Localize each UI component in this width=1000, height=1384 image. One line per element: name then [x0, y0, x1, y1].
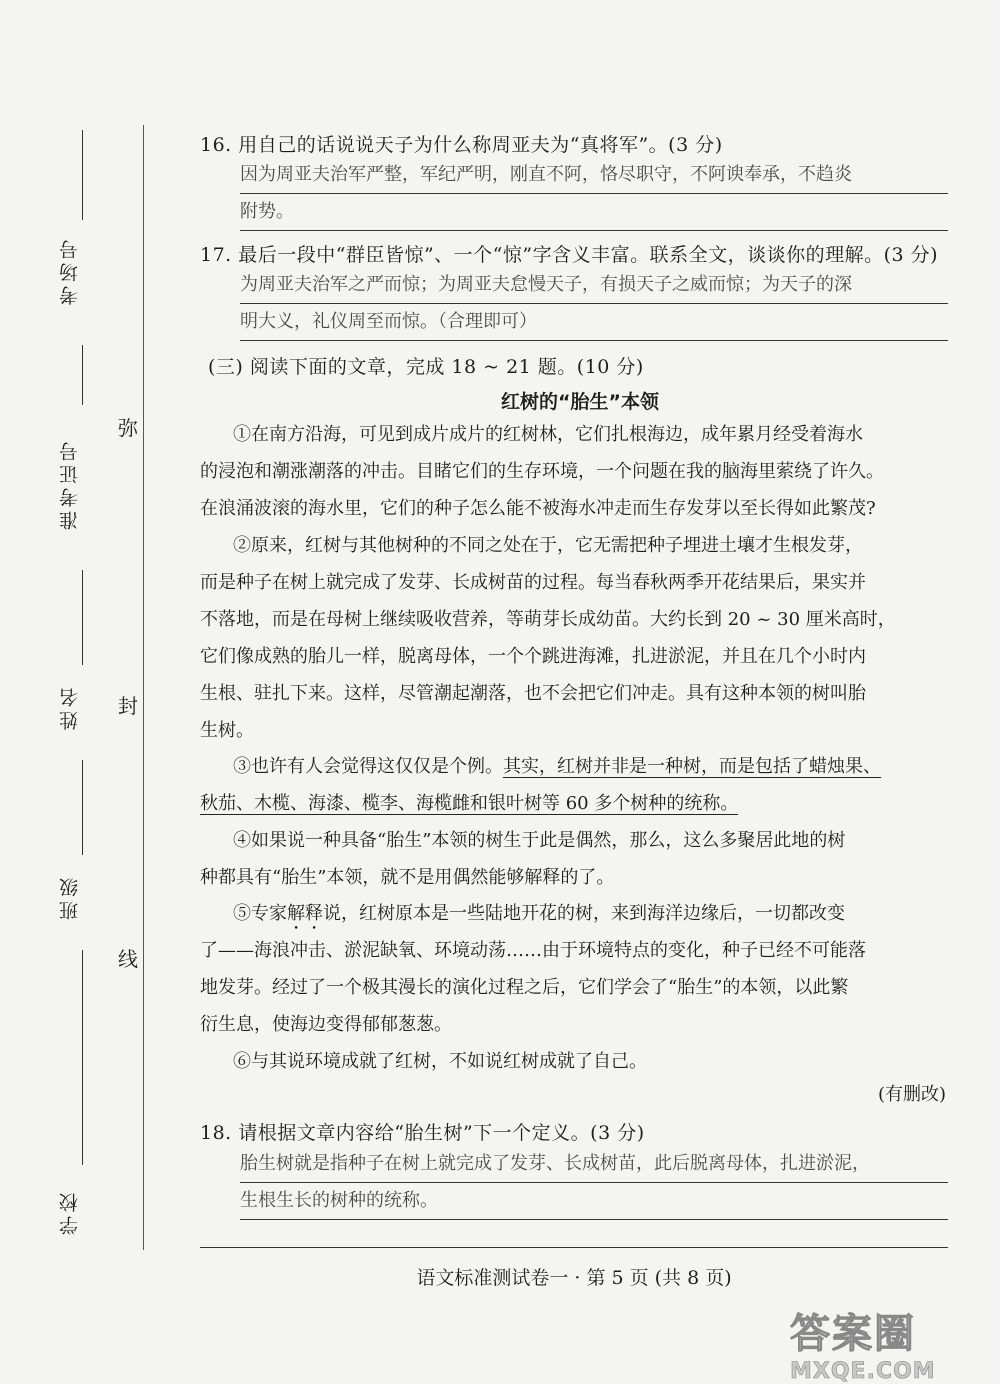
answer-18	[240, 1146, 948, 1220]
seal-char-mi: 弥	[118, 416, 138, 440]
seal-char-feng: 封	[118, 694, 138, 718]
name-field	[50, 570, 90, 750]
footer-rule	[200, 1247, 948, 1248]
answer-line: 为周亚夫治军之严而惊；为周亚夫怠慢天子，有损天子之威而惊；为天子的深	[240, 267, 948, 304]
class-label: 班级	[59, 874, 81, 920]
paragraph-5	[200, 895, 950, 1043]
paragraph-4	[200, 822, 950, 896]
text-line: 它们像成熟的胎儿一样，脱离母体，一个个跳进海滩，扎进淤泥，并且在几个小时内	[200, 646, 866, 667]
paragraph-3	[200, 748, 950, 822]
source-note: (有删改)	[877, 1084, 946, 1105]
answer-line: 生根生长的树种的统称。	[240, 1183, 948, 1220]
question-17: 17. 最后一段中“群臣皆惊”、一个“惊”字含义丰富。联系全文，谈谈你的理解。(3 分)	[200, 244, 939, 266]
text-line: 衍生息，使海边变得郁郁葱葱。	[200, 1014, 452, 1035]
school-field	[50, 950, 90, 1235]
p5-pre: ⑤专家	[233, 903, 287, 924]
ticket-number-field	[50, 345, 90, 555]
text-line: 生根、驻扎下来。这样，尽管潮起潮落，也不会把它们冲走。具有这种本领的树叫胎	[200, 683, 866, 704]
text-line: ⑥与其说环境成就了红树，不如说红树成就了自己。	[233, 1051, 647, 1072]
name-label: 姓名	[59, 684, 81, 730]
p3-plain: ③也许有人会觉得这仅仅是个例。	[233, 756, 503, 777]
text-line: 不落地，而是在母树上继续吸收营养，等萌芽长成幼苗。大约长到 20 ~ 30 厘米高时，	[200, 609, 896, 630]
paragraph-1	[200, 416, 950, 527]
underlined-sentence: 秋茄、木榄、海漆、榄李、海榄雌和银叶树等 60 多个树种的统称。	[200, 793, 739, 814]
emphasized-word: 解释	[287, 903, 323, 924]
underlined-sentence: 其实，红树并非是一种树，而是包括了蜡烛果、	[503, 756, 881, 777]
section-heading: (三) 阅读下面的文章，完成 18 ~ 21 题。(10 分)	[208, 356, 644, 378]
answer-line: 附势。	[240, 194, 948, 231]
text-line: 而是种子在树上就完成了发芽、长成树苗的过程。每当春秋两季开花结果后，果实并	[200, 572, 866, 593]
answer-line: 因为周亚夫治军严整，军纪严明，刚直不阿，恪尽职守，不阿谀奉承，不趋炎	[240, 157, 948, 194]
paragraph-6	[233, 1043, 950, 1080]
text-line: 了——海浪冲击、淤泥缺氧、环境动荡……由于环境特点的变化，种子已经不可能落	[200, 940, 866, 961]
text-line: 地发芽。经过了一个极其漫长的演化过程之后，它们学会了“胎生”的本领，以此繁	[200, 977, 849, 998]
answer-16	[240, 157, 948, 231]
text-line: 在浪涌波滚的海水里，它们的种子怎么能不被海水冲走而生存发芽以至长得如此繁茂?	[200, 498, 876, 519]
text-line: ①在南方沿海，可见到成片成片的红树林，它们扎根海边，成年累月经受着海水	[233, 424, 863, 445]
watermark-main: 答案圈	[790, 1311, 916, 1357]
question-18: 18. 请根据文章内容给“胎生树”下一个定义。(3 分)	[200, 1122, 645, 1144]
text-line	[233, 748, 950, 785]
text-line	[233, 895, 950, 932]
text-line: ②原来，红树与其他树种的不同之处在于，它无需把种子埋进土壤才生根发芽，	[233, 535, 863, 556]
school-label: 学校	[59, 1189, 81, 1235]
answer-17	[240, 267, 948, 341]
text-line: 生树。	[200, 720, 254, 741]
watermark-site: MXQE.COM	[790, 1359, 936, 1384]
paragraph-2	[200, 527, 950, 749]
answer-line: 明大义，礼仪周至而惊。（合理即可）	[240, 304, 948, 341]
class-field	[50, 760, 90, 940]
article-title: 红树的“胎生”本领	[501, 391, 659, 413]
ticket-number-label: 准考证号	[59, 438, 81, 530]
seal-line	[143, 125, 144, 1250]
exam-room-label: 考场号	[59, 236, 81, 305]
question-16: 16. 用自己的话说说天子为什么称周亚夫为“真将军”。(3 分)	[200, 134, 723, 156]
watermark-logo	[790, 1302, 990, 1384]
text-line	[200, 785, 950, 822]
text-line: ④如果说一种具备“胎生”本领的树生于此是偶然，那么，这么多聚居此地的树	[233, 830, 846, 851]
page-footer: 语文标准测试卷一 · 第 5 页 (共 8 页)	[416, 1267, 732, 1289]
exam-room-field	[50, 130, 90, 305]
text-line: 种都具有“胎生”本领，就不是用偶然能够解释的了。	[200, 867, 615, 888]
seal-char-xian: 线	[118, 947, 138, 971]
text-line: 的浸泡和潮涨潮落的冲击。目睹它们的生存环境，一个问题在我的脑海里萦绕了许久。	[200, 461, 884, 482]
answer-line: 胎生树就是指种子在树上就完成了发芽、长成树苗，此后脱离母体，扎进淤泥，	[240, 1146, 948, 1183]
binding-margin	[0, 0, 145, 1384]
p5-post: 说，红树原本是一些陆地开花的树，来到海洋边缘后，一切都改变	[323, 903, 845, 924]
